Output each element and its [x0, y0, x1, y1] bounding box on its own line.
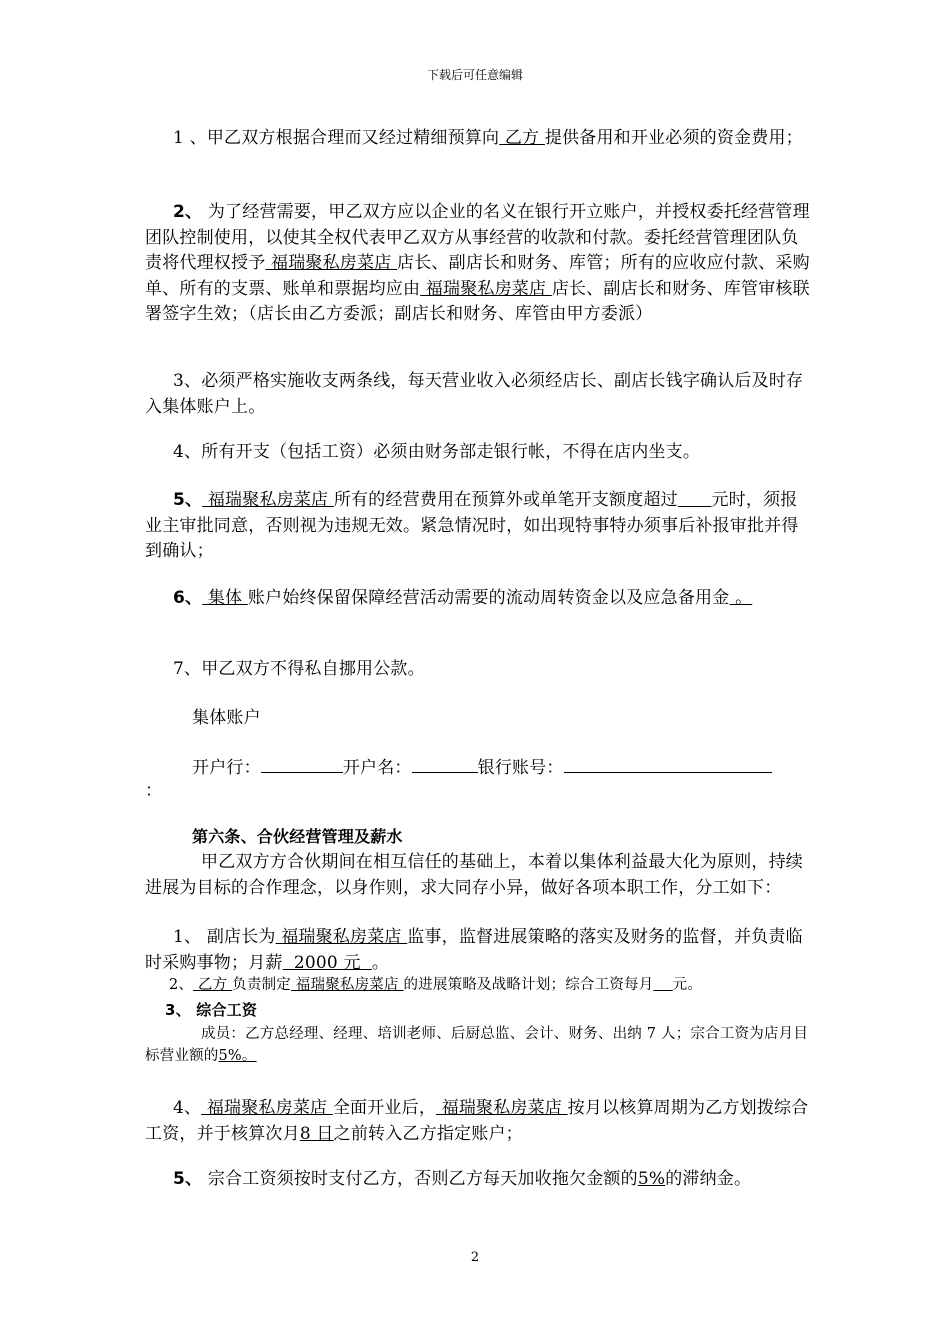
article-6-item-2: [145, 974, 815, 996]
clause-text: 。: [735, 588, 753, 608]
article-6-item-5: [145, 1167, 813, 1193]
amount-blank: [678, 490, 712, 510]
account-type: 集体: [202, 588, 248, 608]
percentage: 5%。: [218, 1048, 257, 1064]
party-name: 乙方: [499, 128, 545, 148]
item-text: 的进展策略及战略计划；综合工资每月: [403, 977, 654, 993]
clause-6: [145, 586, 813, 612]
article-6-item-3: [145, 1023, 813, 1067]
clause-2: [145, 200, 813, 328]
page-header: 下载后可任意编辑: [426, 68, 523, 82]
shop-name: 福瑞聚私房菜店: [420, 278, 552, 299]
shop-name: 福瑞聚私房菜店: [202, 490, 334, 510]
item-text: 宗合工资须按时支付乙方，否则乙方每天加收拖欠金额的: [202, 1169, 638, 1189]
clause-text: 4、所有开支（包括工资）必须由财务部走银行帐，不得在店内坐支。: [173, 442, 701, 462]
account-line: [192, 754, 812, 782]
clause-1: [145, 126, 813, 152]
party-name: 乙方: [193, 977, 233, 993]
page-number: 2: [470, 1250, 480, 1265]
clause-number: 1 、: [173, 128, 207, 148]
account-title: 集体账户: [192, 708, 261, 728]
payment-day: 8 日: [299, 1123, 334, 1144]
clause-text: 3、必须严格实施收支两条线，每天营业收入必须经店长、副店长钱字确认后及时存入集体账户上。: [145, 371, 804, 417]
clause-number: 5、: [173, 490, 203, 510]
item-text: 副店长为: [201, 927, 276, 947]
clause-text: 店长、副店长和财务、库管；所有的应收应付款、采购单、所有的支票、账单和票据均应由: [145, 253, 810, 299]
item-text: 全面开业后，: [332, 1098, 437, 1118]
article-6-item-4: [145, 1096, 813, 1147]
clause-text: 为了经营需要，甲乙双方应以企业的名义在银行开立账户，并授权委托经营管理团队控制使用，以使其全权代表甲乙双方从事经营的收款和付款。委托经营管理团队负责将代理权授予: [145, 202, 810, 273]
clause-text: 甲乙双方根据合理而又经过精细预算向: [206, 128, 500, 148]
item-number: 1、: [173, 927, 202, 947]
clause-text: 提供备用和开业必须的资金费用；: [544, 128, 803, 148]
clause-text: 元时，须报业主审批同意，否则视为违规无效。紧急情况时，如出现特事特办须事后补报审批并得到确认；: [145, 490, 799, 561]
account-number-blank: [564, 754, 772, 773]
account-name-label: 开户名：: [342, 758, 412, 778]
intro-text: 甲乙双方方合伙期间在相互信任的基础上，本着以集体利益最大化为原则，持续进展为目标的合作理念，以身作则，求大同存小异，做好各项本职工作，分工如下：: [145, 852, 803, 898]
shop-name: 福瑞聚私房菜店: [265, 253, 398, 273]
shop-name: 福瑞聚私房菜店: [201, 1098, 333, 1118]
percentage: 5%: [637, 1169, 666, 1189]
clause-4: [145, 440, 813, 466]
shop-name: 福瑞聚私房菜店: [275, 927, 408, 947]
clause-text: 账户始终保留保障经营活动需要的流动周转资金以及应急备用金: [247, 588, 730, 608]
item-number: 2、: [169, 977, 194, 993]
item-text: 负责制定: [232, 977, 291, 993]
clause-text: 所有的经营费用在预算外或单笔开支额度超过: [333, 490, 678, 510]
clause-text: 店长、副店长和财务、库管审核联署签字生效；（店长由乙方委派；副店长和财务、库管由甲方委派）: [145, 278, 810, 324]
item-text: 。: [371, 952, 390, 973]
item-text: 成员：乙方总经理、经理、培训老师、后厨总监、会计、财务、出纳 7 人；宗合工资为店月目标营业额的: [145, 1026, 809, 1064]
clause-number: 6、: [173, 588, 203, 608]
item-text: 元。: [672, 977, 703, 993]
shop-name: 福瑞聚私房菜店: [436, 1098, 568, 1118]
article-6-item-1: [145, 925, 813, 976]
item-text: 之前转入乙方指定账户；: [333, 1123, 523, 1144]
item-number: 4、: [173, 1098, 202, 1118]
article-6-item-3-title: 3、 综合工资: [165, 1001, 258, 1019]
clause-text: 7、甲乙双方不得私自挪用公款。: [173, 659, 425, 679]
item-number: 5、: [173, 1169, 203, 1189]
clause-number: 2、: [173, 202, 203, 222]
article-6-intro: [145, 850, 813, 901]
account-trail: ：: [145, 781, 163, 801]
shop-name: 福瑞聚私房菜店: [290, 977, 404, 993]
item-text: 的滞纳金。: [665, 1169, 752, 1189]
bank-label: 开户行：: [192, 758, 261, 778]
clause-5: [145, 488, 813, 565]
salary-amount: 2000 元: [282, 952, 372, 973]
account-number-label: 银行账号：: [477, 758, 564, 778]
item-text: 监事，监督进展策略的落实及财务的监督，并负责临时采购事物；月薪: [145, 927, 803, 973]
amount-blank: [653, 977, 672, 993]
clause-3: [145, 369, 813, 420]
item-text: 按月以核算周期为乙方划拨综合工资，并于核算次月: [145, 1098, 809, 1144]
article-6-title: 第六条、合伙经营管理及薪水: [192, 827, 403, 846]
account-name-blank: [412, 754, 478, 773]
clause-7: [145, 657, 813, 683]
bank-blank: [261, 754, 343, 773]
